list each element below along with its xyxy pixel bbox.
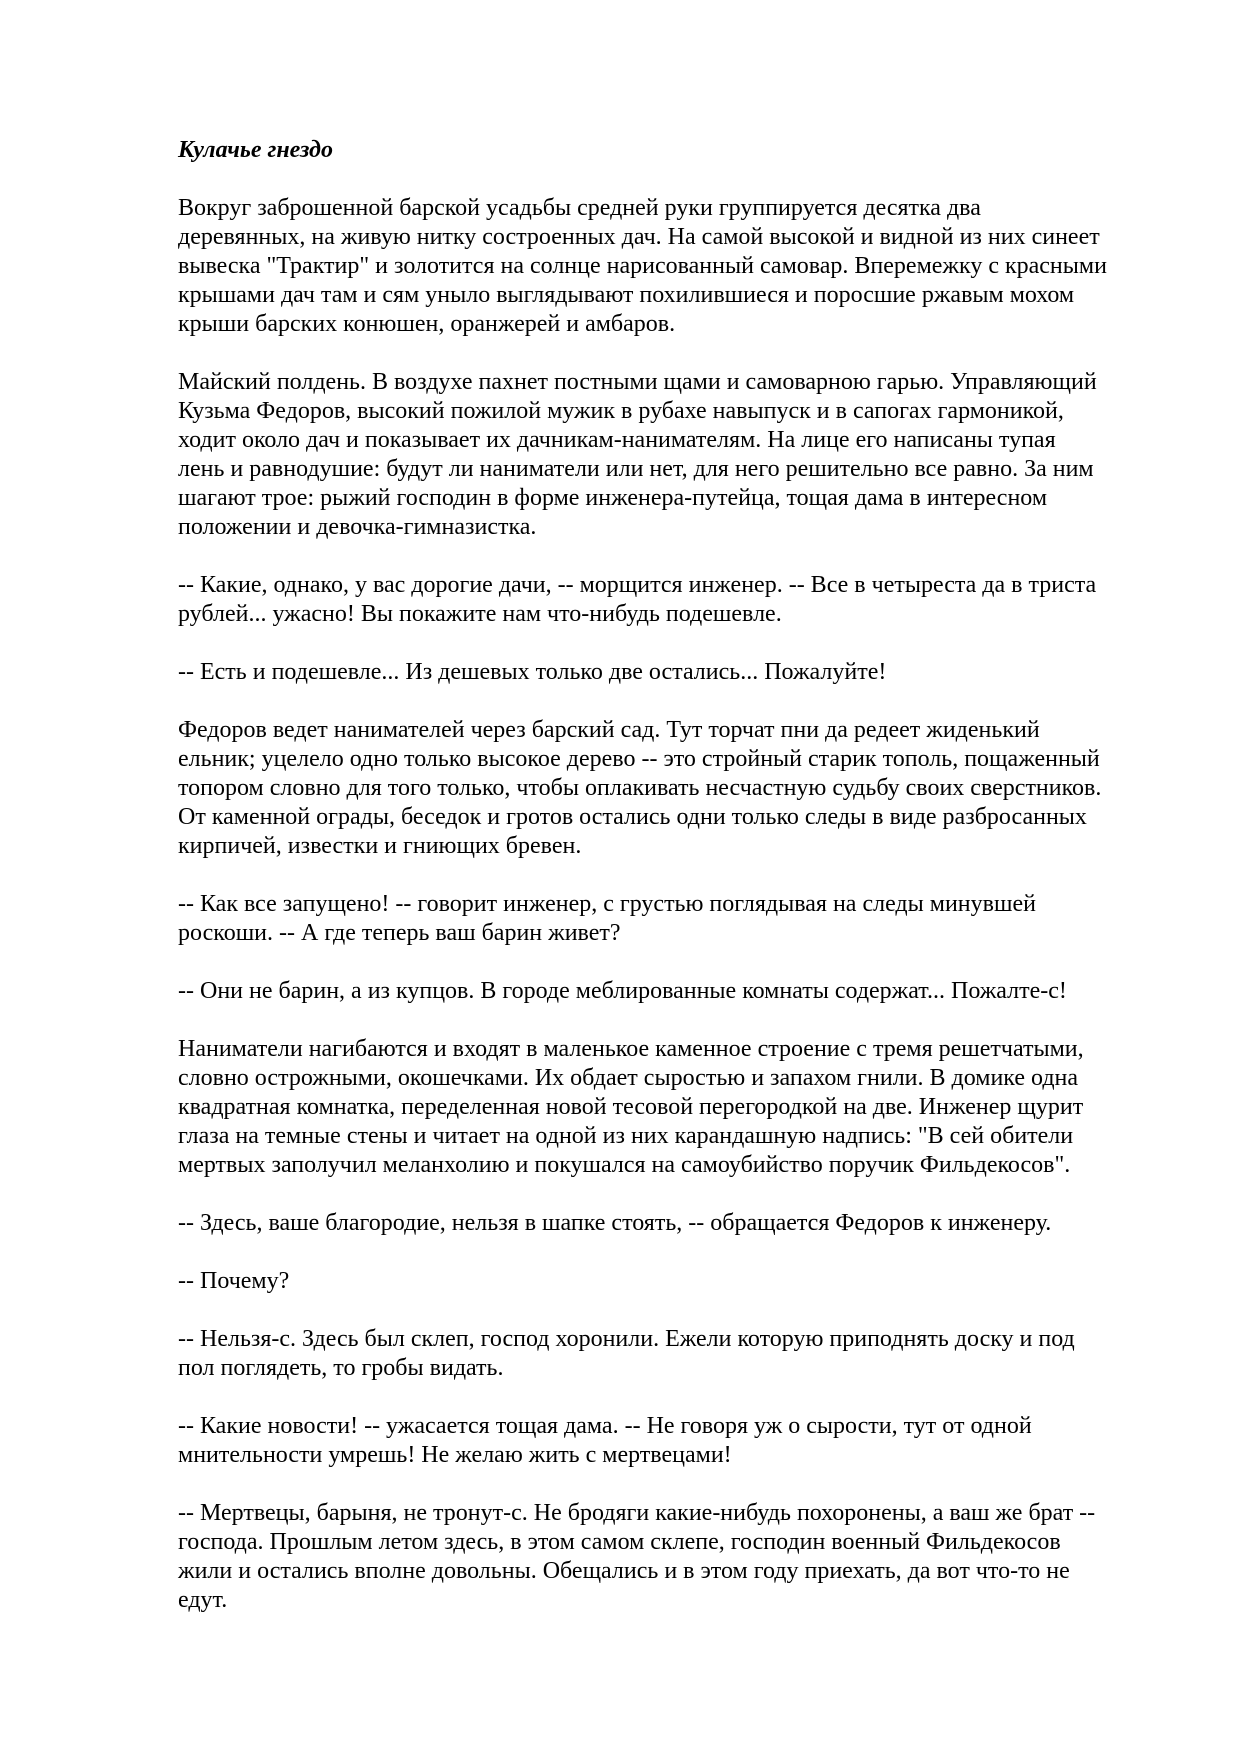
paragraph: Майский полдень. В воздухе пахнет постными щами и самоварною гарью. Управляющий Кузьма Федоров, высокий пожилой мужик в рубахе навыпуск и в сапогах гармоникой, ходит около дач и показывает их дачникам-нанимателям. На лице его написаны тупая лень и равнодушие: будут ли наниматели или нет, для него решительно все равно. За ним шагают трое: рыжий господин в форме инженера-путейца, тощая дама в интересном положении и девочка-гимназистка. (178, 369, 1097, 540)
paragraph: -- Здесь, ваше благородие, нельзя в шапке стоять, -- обращается Федоров к инженеру. (178, 1210, 1052, 1236)
paragraph: Наниматели нагибаются и входят в маленькое каменное строение с тремя решетчатыми, словно острожными, окошечками. Их обдает сыростью и запахом гнили. В домике одна квадратная комнатка, переделенная новой тесовой перегородкой на две. Инженер щурит глаза на темные стены и читает на одной из них карандашную надпись: "В сей обители мертвых заполучил меланхолию и покушался на самоубийство поручик Фильдекосов". (178, 1036, 1084, 1178)
paragraph: -- Мертвецы, барыня, не тронут-с. Не бродяги какие-нибудь похоронены, а ваш же брат -- господа. Прошлым летом здесь, в этом самом склепе, господин военный Фильдекосов жили и остались вполне довольны. Обещались и в этом году приехать, да вот что-то не едут. (178, 1500, 1096, 1613)
document-title: Кулачье гнездо (178, 137, 333, 163)
paragraph: -- Какие, однако, у вас дорогие дачи, -- морщится инженер. -- Все в четыреста да в триста рублей... ужасно! Вы покажите нам что-нибудь подешевле. (178, 572, 1097, 627)
paragraph: -- Почему? (178, 1268, 290, 1294)
paragraph: Федоров ведет нанимателей через барский сад. Тут торчат пни да редеет жиденький ельник; уцелело одно только высокое дерево -- это стройный старик тополь, пощаженный топором словно для того только, чтобы оплакивать несчастную судьбу своих сверстников. От каменной ограды, беседок и гротов остались одни только следы в виде разбросанных кирпичей, известки и гниющих бревен. (178, 717, 1102, 859)
paragraph: -- Они не барин, а из купцов. В городе меблированные комнаты содержат... Пожалте-с! (178, 978, 1067, 1004)
paragraph: -- Нельзя-с. Здесь был склеп, господ хоронили. Ежели которую приподнять доску и под пол поглядеть, то гробы видать. (178, 1326, 1075, 1381)
document-body (178, 136, 1178, 1644)
paragraph: Вокруг заброшенной барской усадьбы средней руки группируется десятка два деревянных, на живую нитку состроенных дач. На самой высокой и видной из них синеет вывеска "Трактир" и золотится на солнце нарисованный самовар. Вперемежку с красными крышами дач там и сям уныло выглядывают похилившиеся и поросшие ржавым мохом крыши барских конюшен, оранжерей и амбаров. (178, 195, 1107, 337)
paragraph: -- Есть и подешевле... Из дешевых только две остались... Пожалуйте! (178, 659, 887, 685)
paragraph: -- Как все запущено! -- говорит инженер, с грустью поглядывая на следы минувшей роскоши. -- А где теперь ваш барин живет? (178, 891, 1036, 946)
paragraph: -- Какие новости! -- ужасается тощая дама. -- Не говоря уж о сырости, тут от одной мнительности умрешь! Не желаю жить с мертвецами! (178, 1413, 1032, 1468)
